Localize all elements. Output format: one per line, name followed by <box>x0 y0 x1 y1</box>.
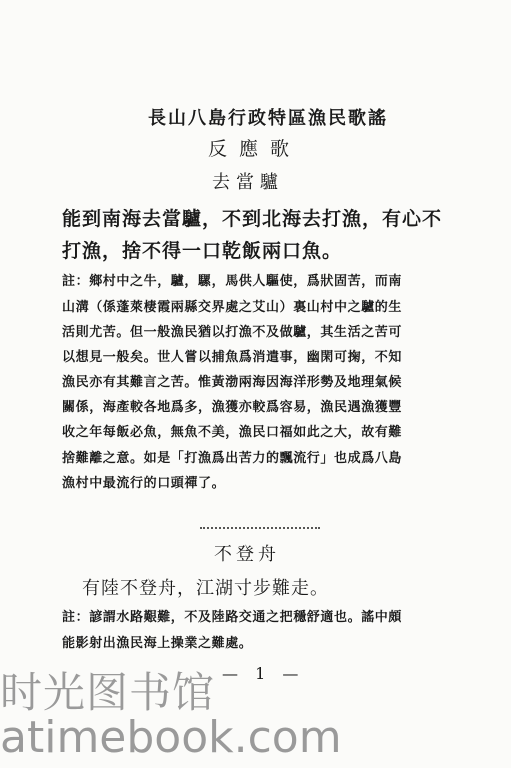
watermark-url: atimebook.com <box>0 712 342 763</box>
section-divider <box>200 527 320 529</box>
section-heading: 反應歌 <box>208 138 302 160</box>
song-1-note-line-4: 以想見一般矣。世人嘗以捕魚爲消遣事，幽閑可掬，不知 <box>62 350 403 365</box>
song-2-note-line-1: 註：諺謂水路艱難，不及陸路交通之把穩舒適也。謠中頗 <box>62 610 403 625</box>
song-2-note-line-2: 能影射出漁民海上操業之難處。 <box>62 636 253 651</box>
song-1-note-line-5: 漁民亦有其難言之苦。惟黃渤兩海因海洋形勢及地理氣候 <box>62 375 403 390</box>
page-number: — 1 — <box>222 664 305 683</box>
song-1-note-line-3: 活則尤苦。但一般漁民猶以打漁不及做驢，其生活之苦可 <box>62 325 403 340</box>
song-1-note-line-2: 山溝（係蓬萊棲霞兩縣交界處之艾山）裏山村中之驢的生 <box>62 300 403 315</box>
song-1-line-1: 能到南海去當驢，不到北海去打漁，有心不 <box>62 208 443 230</box>
page-title: 長山八島行政特區漁民歌謠 <box>148 108 388 129</box>
song-1-line-2: 打漁，捨不得一口乾飯兩口魚。 <box>62 240 343 262</box>
song-1-note-line-6: 關係，海產較各地爲多，漁獲亦較爲容易，漁民遇漁獲豐 <box>62 400 403 415</box>
song-title-1: 去當驢 <box>212 172 284 193</box>
song-1-note-line-8: 捨難離之意。如是「打漁爲出苦力的飄流行」也成爲八島 <box>62 451 403 466</box>
watermark-title: 时光图书馆 <box>0 668 216 717</box>
song-title-2: 不登舟 <box>214 544 280 565</box>
song-2-line: 有陸不登舟，江湖寸步難走。 <box>82 578 329 599</box>
song-1-note-line-7: 收之年每飯必魚，無魚不美，漁民口福如此之大，故有難 <box>62 425 403 440</box>
song-1-note-line-1: 註：鄉村中之牛，驢，騾，馬供人驅使，爲狀固苦，而南 <box>62 274 403 289</box>
song-1-note-line-9: 漁村中最流行的口頭禪了。 <box>62 476 226 491</box>
